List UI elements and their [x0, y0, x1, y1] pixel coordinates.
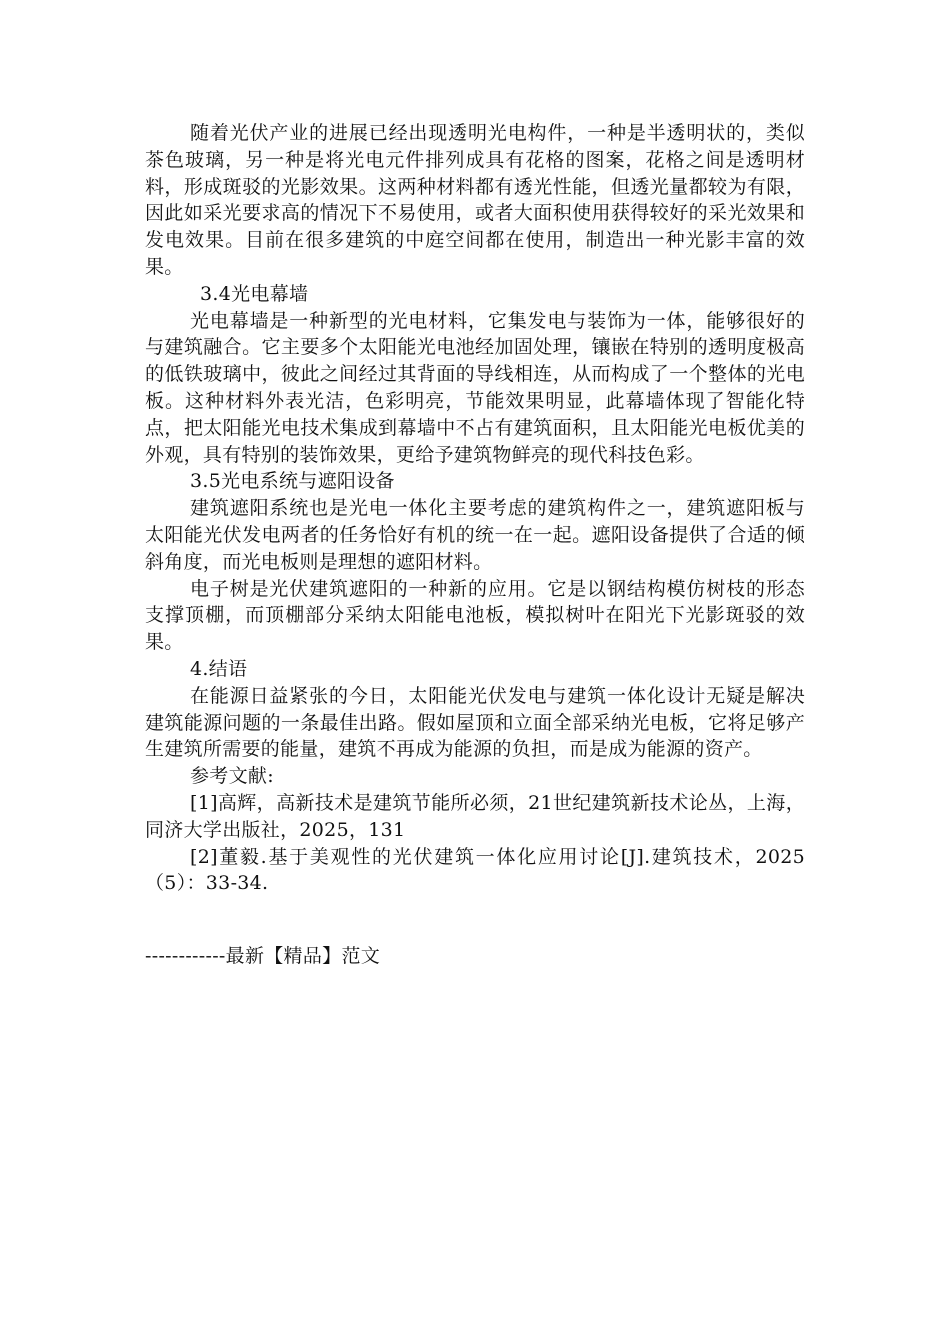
paragraph-electronic-tree: 电子树是光伏建筑遮阳的一种新的应用。它是以钢结构模仿树枝的形态支撑顶棚，而顶棚部分采纳太阳能电池板，模拟树叶在阳光下光影斑驳的效果。	[145, 577, 805, 654]
reference-item-2: [2]董毅.基于美观性的光伏建筑一体化应用讨论[J].建筑技术，2025（5）：33-34.	[145, 845, 805, 895]
reference-item-1: [1]高辉，高新技术是建筑节能所必须，21世纪建筑新技术论丛，上海，同济大学出版社，2025，131	[145, 791, 805, 841]
paragraph-transparent-pv: 随着光伏产业的进展已经出现透明光电构件，一种是半透明状的，类似茶色玻璃，另一种是将光电元件排列成具有花格的图案，花格之间是透明材料，形成斑驳的光影效果。这两种材料都有透光性能，但透光量都较为有限，因此如采光要求高的情况下不易使用，或者大面积使用获得较好的采光效果和发电效果。目前在很多建筑的中庭空间都在使用，制造出一种光影丰富的效果。	[145, 122, 805, 278]
section-heading-4: 4.结语	[190, 657, 248, 680]
section-heading-3-5: 3.5光电系统与遮阳设备	[190, 470, 395, 493]
section-heading-3-4: 3.4光电幕墙	[200, 282, 309, 305]
paragraph-pv-curtain-wall: 光电幕墙是一种新型的光电材料，它集发电与装饰为一体，能够很好的与建筑融合。它主要多个太阳能光电池经加固处理，镶嵌在特别的透明度极高的低铁玻璃中，彼此之间经过其背面的导线相连，从而构成了一个整体的光电板。这种材料外表光洁，色彩明亮，节能效果明显，此幕墙体现了智能化特点，把太阳能光电技术集成到幕墙中不占有建筑面积，且太阳能光电板优美的外观，具有特别的装饰效果，更给予建筑物鲜亮的现代科技色彩。	[145, 309, 805, 466]
paragraph-shading-system: 建筑遮阳系统也是光电一体化主要考虑的建筑构件之一，建筑遮阳板与太阳能光伏发电两者的任务恰好有机的统一在一起。遮阳设备提供了合适的倾斜角度，而光电板则是理想的遮阳材料。	[145, 497, 805, 573]
footer-tagline: ------------最新【精品】范文	[145, 945, 381, 967]
document-body	[145, 120, 805, 897]
references-heading: 参考文献:	[190, 765, 274, 788]
paragraph-conclusion: 在能源日益紧张的今日，太阳能光伏发电与建筑一体化设计无疑是解决建筑能源问题的一条最佳出路。假如屋顶和立面全部采纳光电板，它将足够产生建筑所需要的能量，建筑不再成为能源的负担，而是成为能源的资产。	[145, 684, 805, 761]
